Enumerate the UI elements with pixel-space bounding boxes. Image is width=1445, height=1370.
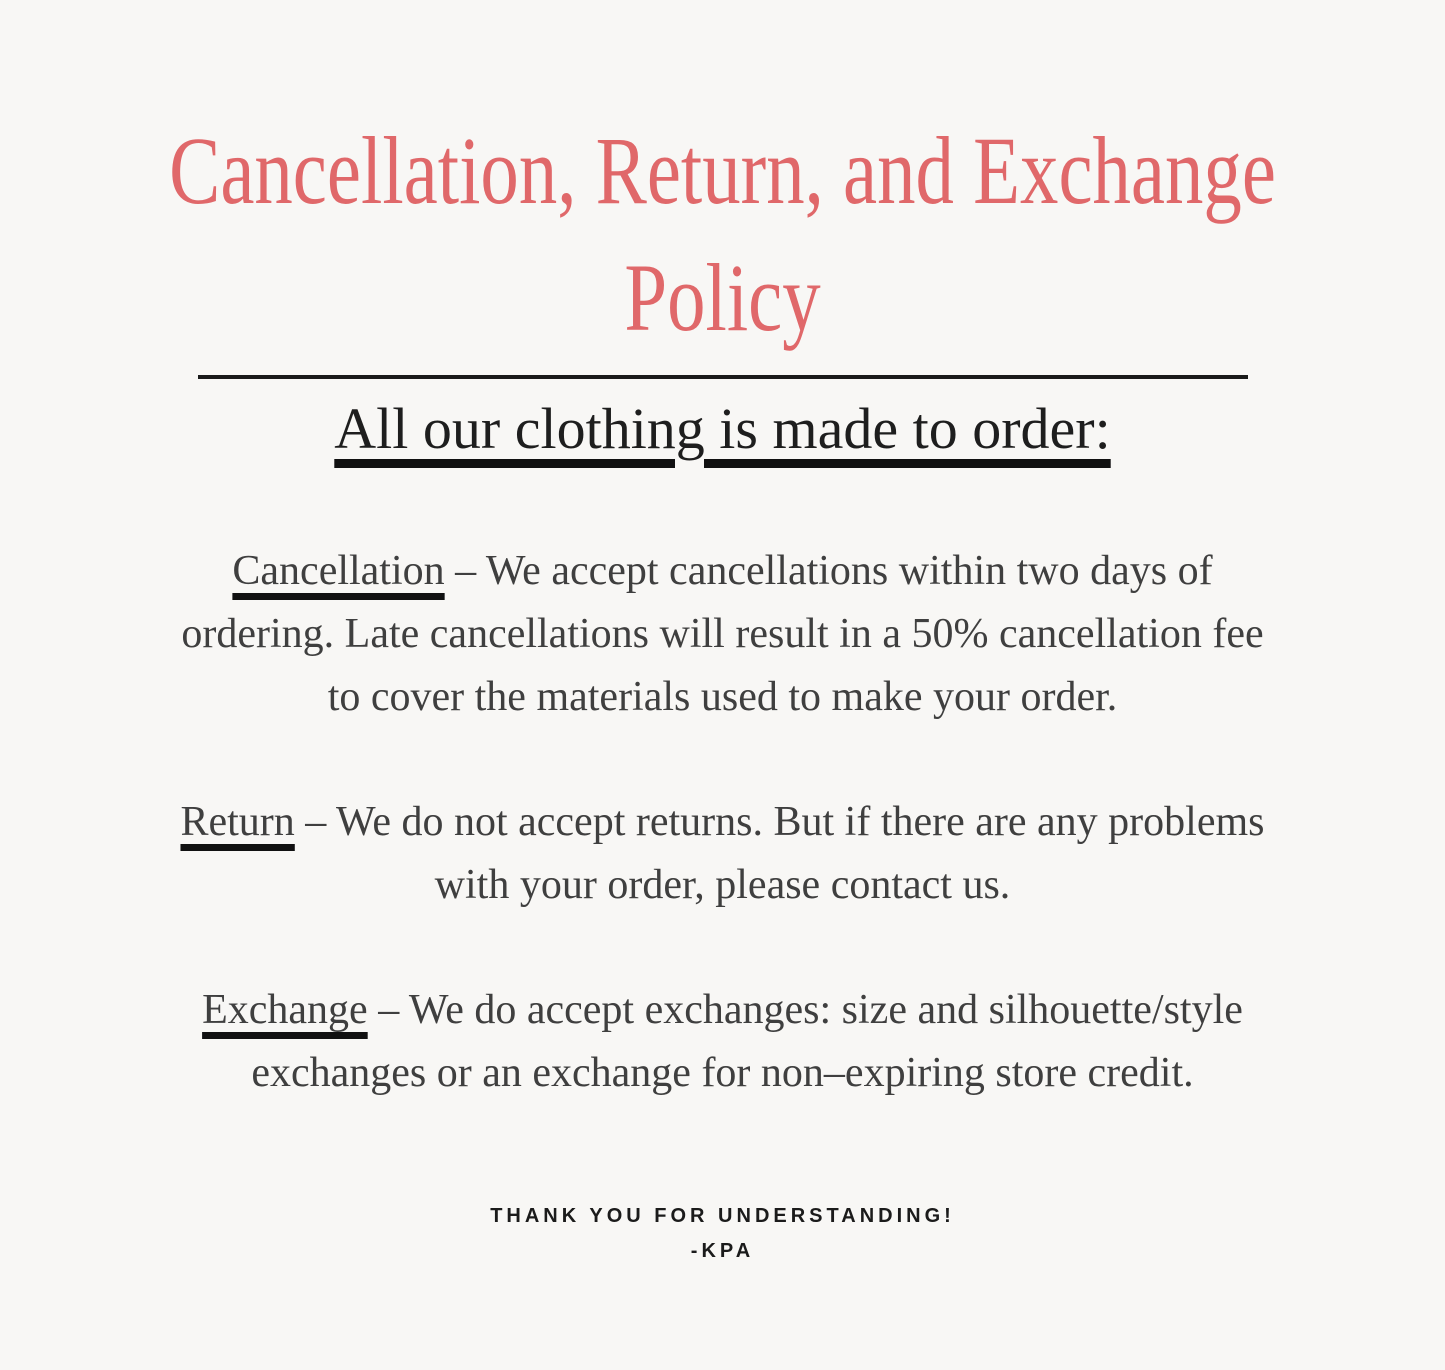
section-return-line-1-rest: – We do not accept returns. But if there are any problems (294, 799, 1265, 846)
section-cancellation-line-2: ordering. Late cancellations will result in a 50% cancellation fee (181, 611, 1264, 658)
section-cancellation-line-1-rest: – We accept cancellations within two days of (444, 548, 1213, 595)
section-cancellation-line-3: to cover the materials used to make your order. (327, 674, 1118, 721)
section-return-heading: Return (180, 799, 295, 846)
footer (0, 1199, 1445, 1269)
section-exchange-heading: Exchange (202, 987, 368, 1034)
section-cancellation-heading: Cancellation (232, 548, 445, 595)
section-return (0, 791, 1445, 917)
section-exchange-line-2: exchanges or an exchange for non–expiring store credit. (251, 1050, 1194, 1097)
page-title-line-1: Cancellation, Return, and Exchange (169, 117, 1276, 224)
subtitle-text: All our clothing is made to order: (334, 396, 1111, 462)
subtitle (0, 395, 1445, 462)
title-divider-rule (198, 375, 1248, 379)
footer-thanks: THANK YOU FOR UNDERSTANDING! (490, 1205, 955, 1228)
section-exchange-line-1-rest: – We do accept exchanges: size and silhouette/style (367, 987, 1243, 1034)
section-return-line-1 (0, 791, 1445, 854)
section-exchange-line-1 (0, 979, 1445, 1042)
section-exchange (0, 979, 1445, 1105)
section-return-line-2: with your order, please contact us. (434, 862, 1011, 909)
footer-signature: -KPA (690, 1240, 755, 1263)
page-title-line-2: Policy (624, 243, 821, 351)
page-title (0, 0, 1445, 361)
section-cancellation (0, 540, 1445, 729)
section-cancellation-line-1 (0, 540, 1445, 603)
